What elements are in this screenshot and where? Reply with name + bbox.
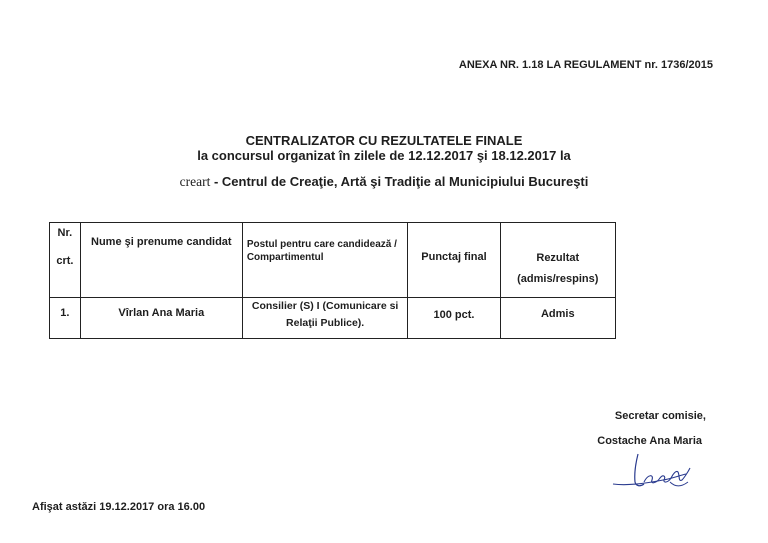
row-post-value [243,298,408,332]
header-post-label: Postul pentru care candidează / Compartimentul [246,239,397,263]
institution-prefix: creart [179,174,211,189]
row-score-value: 100 pct. [433,309,475,321]
header-post [242,223,408,298]
table-header-row [50,223,616,298]
header-result [500,223,615,298]
header-name [80,223,242,298]
row-post-line2: Relaţii Publice). [286,317,365,329]
row-post [242,298,408,339]
annex-reference: ANEXA NR. 1.18 LA REGULAMENT nr. 1736/2015 [458,59,713,71]
secretary-title: Secretar comisie, [614,410,706,422]
posted-date: Afişat astăzi 19.12.2017 ora 16.00 [32,501,206,513]
secretary-name: Costache Ana Maria [597,435,702,447]
row-name [80,298,242,339]
document-title: CENTRALIZATOR CU REZULTATELE FINALE [245,133,523,148]
handwritten-signature [608,452,698,497]
header-result-line1: Rezultat [536,252,580,264]
table-row [50,298,616,339]
header-score-label: Punctaj final [421,251,487,263]
row-result-value: Admis [540,308,575,320]
row-score [408,298,500,339]
header-name-label: Nume şi prenume candidat [91,236,232,248]
row-nr-value: 1. [60,307,70,319]
row-post-line1: Consilier (S) I (Comunicare si [251,300,399,312]
header-result-line2: (admis/respins) [517,273,599,285]
institution-line [0,174,768,190]
row-name-value: Vîrlan Ana Maria [118,307,205,319]
header-nr-line2: crt. [56,255,74,267]
document-subtitle: la concursul organizat în zilele de 12.12.2017 şi 18.12.2017 la [197,148,571,163]
row-nr [50,298,81,339]
header-nr-line1: Nr. [57,227,73,239]
header-score [408,223,500,298]
results-table [49,222,616,339]
institution-name: - Centrul de Creaţie, Artă şi Tradiţie al Municipiului Bucureşti [210,174,589,189]
row-result [500,298,615,339]
header-nr [50,223,81,298]
